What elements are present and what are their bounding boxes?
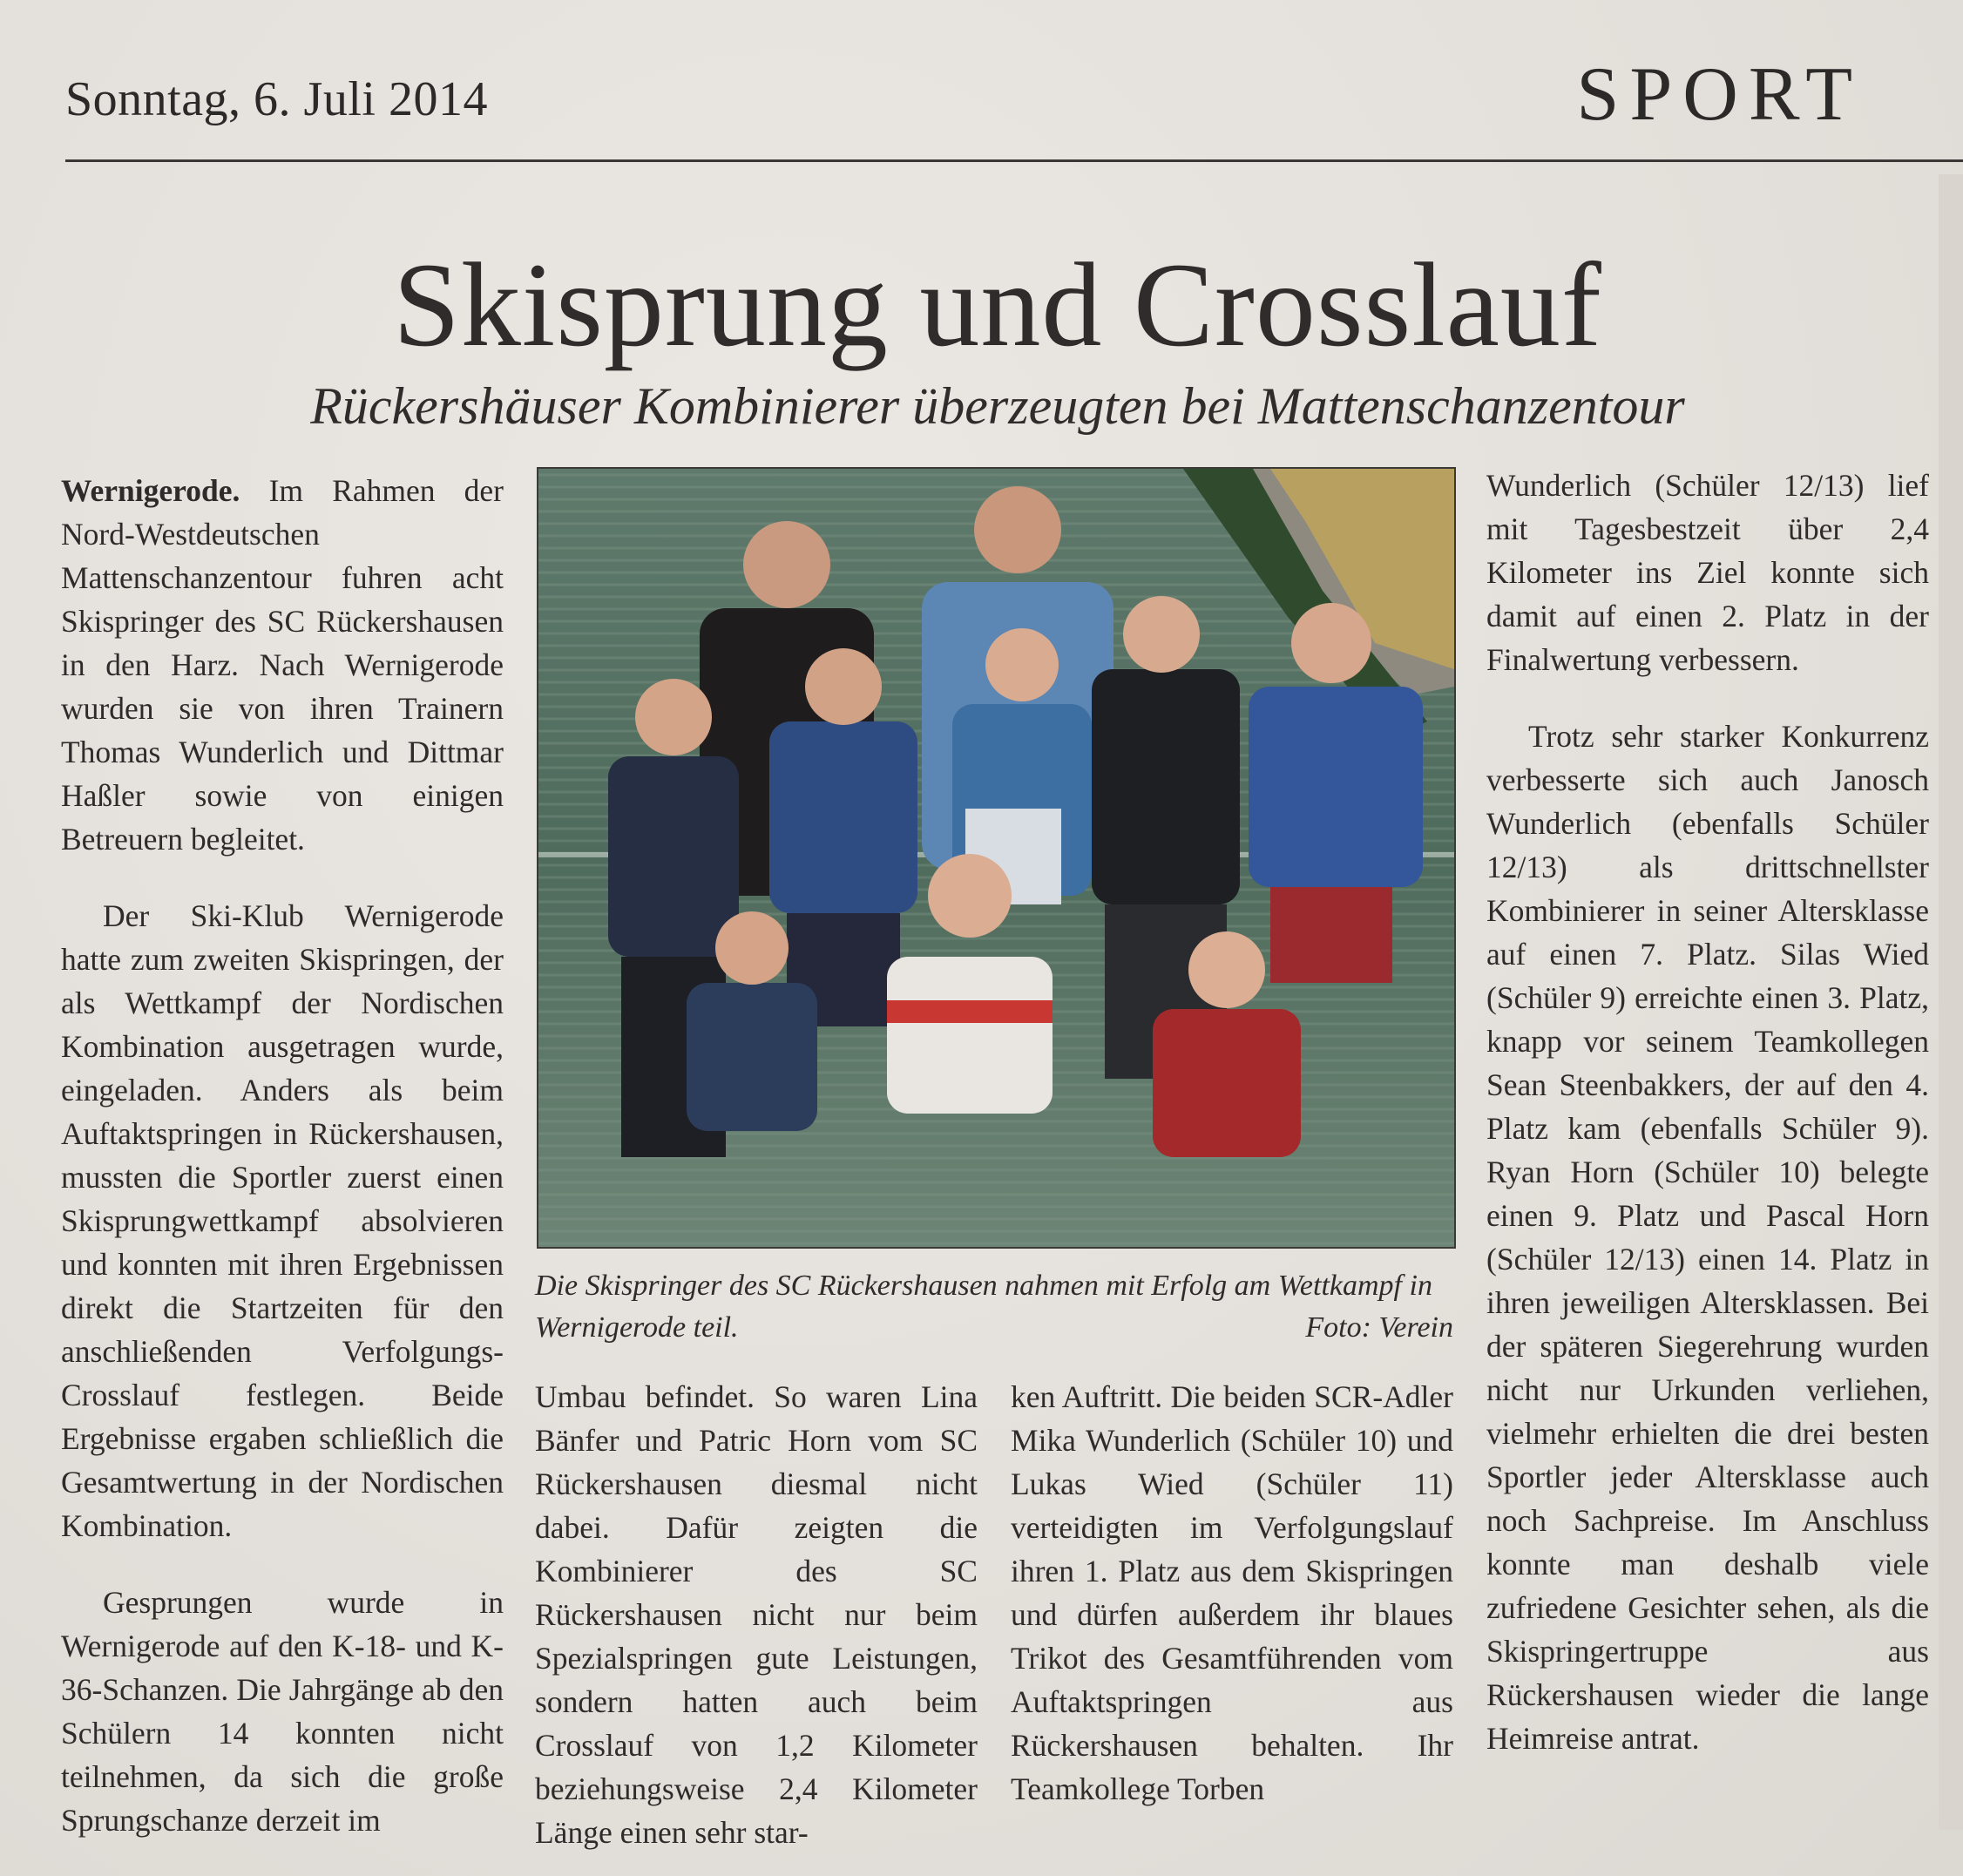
subheadline: Rückershäuser Kombinierer überzeugten bei Mattenschanzentour: [310, 377, 1685, 435]
paragraph: Umbau befindet. So waren Lina Bänfer und Patric Horn vom SC Rückershausen diesmal nicht dabei. Dafür zeigten die Kombinierer des SC Rückershausen nicht nur beim Spezialspringen gute Leistungen, sondern hatten auch beim Crosslauf von 1,2 Kilometer beziehungsweise 2,4 Kilometer Länge einen sehr star-: [535, 1379, 978, 1850]
article-column-2: [535, 1375, 978, 1854]
section-title: SPORT: [1576, 52, 1863, 137]
headline: Skisprung und Crosslauf: [393, 238, 1602, 371]
dateline: Wernigerode.: [61, 473, 240, 508]
paragraph: Trotz sehr starker Konkurrenz verbesserte sich auch Janosch Wunderlich (ebenfalls Schüler 12/13) als drittschnellster Kombinierer in seiner Altersklasse auf einen 7. Platz. Silas Wied (Schüler 9) erreichte einen 3. Platz, knapp vor seinem Teamkollegen Sean Steenbakkers, der auf den 4. Platz kam (ebenfalls Schüler 9). Ryan Horn (Schüler 10) belegte einen 9. Platz und Pascal Horn (Schüler 12/13) einen 14. Platz in ihren jeweiligen Altersklassen. Bei der späteren Siegerehrung wurden nicht nur Urkunden verliehen, vielmehr erhielten die drei besten Sportler jeder Altersklasse auch noch Sachpreise. Im Anschluss konnte man deshalb viele zufriedene Gesichter sehen, als die Skispringertruppe aus Rückershausen wieder die lange Heimreise antrat.: [1486, 719, 1929, 1756]
article-column-3: [1011, 1375, 1453, 1811]
header-rule: [65, 159, 1963, 162]
article-column-1: [61, 469, 504, 1842]
article-column-4: [1486, 464, 1929, 1760]
photo-caption: [535, 1265, 1453, 1349]
paragraph-text: Im Rahmen der Nord-Westdeutschen Mattenschanzentour fuhren acht Skispringer des SC Rückershausen in den Harz. Nach Wernigerode wurden sie von ihren Trainern Thomas Wunderlich und Dittmar Haßler sowie von einigen Betreuern begleitet.: [61, 473, 504, 857]
paragraph: [61, 469, 504, 861]
paragraph: Wunderlich (Schüler 12/13) lief mit Tagesbestzeit über 2,4 Kilometer ins Ziel konnte sich damit auf einen 2. Platz in der Finalwertung verbessern.: [1486, 468, 1929, 677]
paragraph: Der Ski-Klub Wernigerode hatte zum zweiten Skispringen, der als Wettkampf der Nordischen Kombination ausgetragen wurde, eingeladen. Anders als beim Auftaktspringen in Rückershausen, mussten die Sportler zuerst einen Skisprungwettkampf absolvieren und konnten mit ihren Ergebnissen direkt die Startzeiten für den anschließenden Verfolgungs-Crosslauf festlegen. Beide Ergebnisse ergaben schließlich die Gesamtwertung in der Nordischen Kombination.: [61, 898, 504, 1543]
team-photo: [537, 467, 1456, 1249]
paragraph: Gesprungen wurde in Wernigerode auf den K-18- und K-36-Schanzen. Die Jahrgänge ab den Schülern 14 konnten nicht teilnehmen, da sich die große Sprungschanze derzeit im: [61, 1585, 504, 1838]
caption-text: Die Skispringer des SC Rückershausen nahmen mit Erfolg am Wettkampf in Wernigerode teil.: [535, 1270, 1432, 1344]
paragraph: ken Auftritt. Die beiden SCR-Adler Mika Wunderlich (Schüler 10) und Lukas Wied (Schüler 11) verteidigten im Verfolgungslauf ihren 1. Platz aus dem Skispringen und dürfen außerdem ihr blaues Trikot des Gesamtführenden vom Auftaktspringen aus Rückershausen behalten. Ihr Teamkollege Torben: [1011, 1379, 1453, 1806]
issue-date: Sonntag, 6. Juli 2014: [65, 72, 488, 126]
photo-credit: Foto: Verein: [1305, 1311, 1453, 1344]
